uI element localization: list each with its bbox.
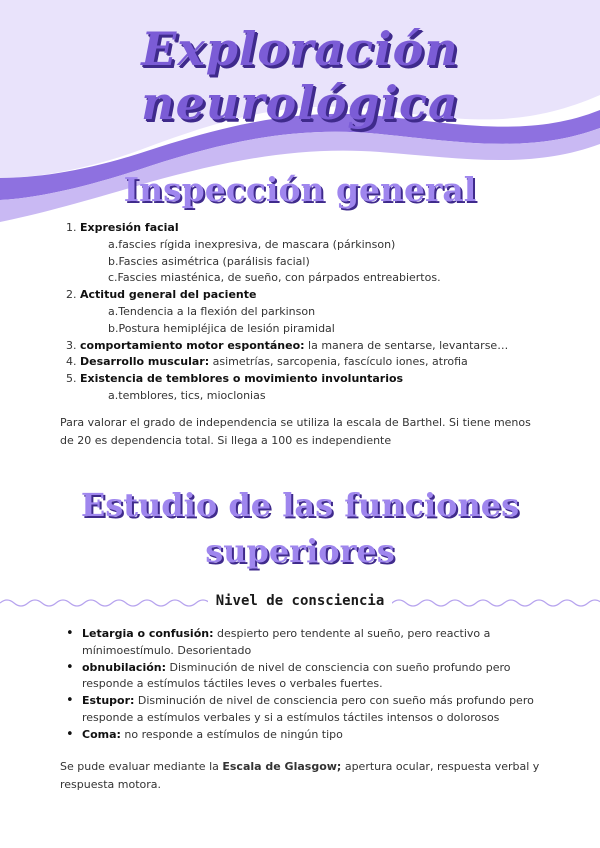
list-item (62, 371, 562, 405)
bullet-icon: • (66, 659, 74, 675)
section-title-line2: superiores (205, 532, 395, 570)
sub-item-text: Fascies asimétrica (parálisis facial) (118, 254, 310, 268)
item-label: Actitud general del paciente (80, 288, 257, 302)
sub-item-text: Postura hemipléjica de lesión piramidal (118, 321, 335, 335)
barthel-paragraph: Para valorar el grado de independencia se utiliza la escala de Barthel. Si tiene menos de 20 es dependencia total. Si llega a 100 es independiente (60, 416, 531, 447)
item-number: 1. (66, 221, 77, 234)
page-title: Exploración neurológica (141, 22, 459, 130)
sub-item-text: temblores, tics, mioclonias (118, 388, 266, 402)
item-number: 2. (66, 288, 77, 302)
sub-item-text: Fascies miasténica, de sueño, con párpados entreabiertos. (117, 271, 441, 285)
sub-list (80, 388, 562, 405)
item-label: Desarrollo muscular: (80, 355, 210, 369)
item-number: 5. (66, 372, 77, 386)
subsection-title (0, 593, 600, 609)
bullet-label: Coma: (82, 727, 121, 741)
sub-item-text: fascies rígida inexpresiva, de mascara (párkinson) (118, 237, 396, 251)
inspeccion-list (62, 220, 562, 405)
bullet-label: obnubilación: (82, 660, 167, 674)
sub-list-item (108, 237, 562, 254)
sub-item-letter: a. (108, 237, 119, 251)
sub-list-item (108, 321, 562, 338)
item-label: Existencia de temblores o movimiento involuntarios (80, 372, 404, 386)
sub-list-item (108, 254, 562, 271)
bullet-text: despierto pero tendente al sueño, pero reactivo a mínimoestímulo. Desorientado (82, 627, 491, 657)
sub-item-letter: b. (108, 321, 119, 335)
sub-item-letter: a. (108, 388, 119, 402)
item-text: asimetrías, sarcopenia, fascículo iones, atrofia (209, 355, 468, 369)
sub-item-letter: b. (108, 254, 119, 268)
bullet-label: Estupor: (82, 694, 135, 708)
list-item (60, 693, 542, 727)
item-number: 3. (66, 338, 77, 352)
list-item (62, 354, 562, 371)
sub-list-item (108, 304, 562, 321)
glasgow-paragraph (60, 758, 542, 794)
consciencia-list (60, 626, 542, 744)
list-item (62, 287, 562, 337)
section-title-funciones (0, 482, 600, 574)
list-item (62, 220, 562, 287)
section-title-line1: Estudio de las funciones (80, 486, 520, 524)
list-item (62, 338, 562, 355)
sub-list (80, 237, 562, 287)
bullet-text: no responde a estímulos de ningún tipo (120, 727, 343, 741)
item-number: 4. (66, 355, 77, 369)
sub-item-letter: a. (108, 304, 119, 318)
list-item (60, 660, 542, 694)
item-label: Expresión facial (80, 221, 179, 234)
bullet-icon: • (66, 726, 74, 742)
item-text: la manera de sentarse, levantarse… (304, 338, 509, 352)
glasgow-bold: Escala de Glasgow; (222, 760, 342, 773)
sub-item-text: Tendencia a la flexión del parkinson (118, 304, 316, 318)
subsection-title-text: Nivel de consciencia (208, 593, 393, 609)
glasgow-post: apertura ocular, respuesta verbal y respuesta motora. (60, 760, 540, 791)
bullet-icon: • (66, 626, 74, 641)
sub-item-letter: c. (108, 271, 118, 285)
item-label: comportamiento motor espontáneo: (80, 338, 305, 352)
bullet-text: Disminución de nivel de consciencia pero con sueño más profundo pero responde a estímulos verbales y si a estímulos táctiles intensos o dolorosos (82, 694, 534, 724)
bullet-text: Disminución de nivel de consciencia con sueño profundo pero responde a estímulos táctiles leves o verbales fuertes. (82, 660, 511, 691)
bullet-icon: • (66, 693, 74, 709)
section-title-inspeccion: Inspección general (123, 170, 477, 209)
sub-list-item (108, 388, 562, 405)
sub-list-item (108, 270, 562, 287)
sub-list (80, 304, 562, 338)
bullet-label: Letargia o confusión: (82, 627, 214, 640)
list-item (60, 727, 542, 744)
list-item (60, 626, 542, 660)
glasgow-pre: Se pude evaluar mediante la (60, 760, 223, 773)
